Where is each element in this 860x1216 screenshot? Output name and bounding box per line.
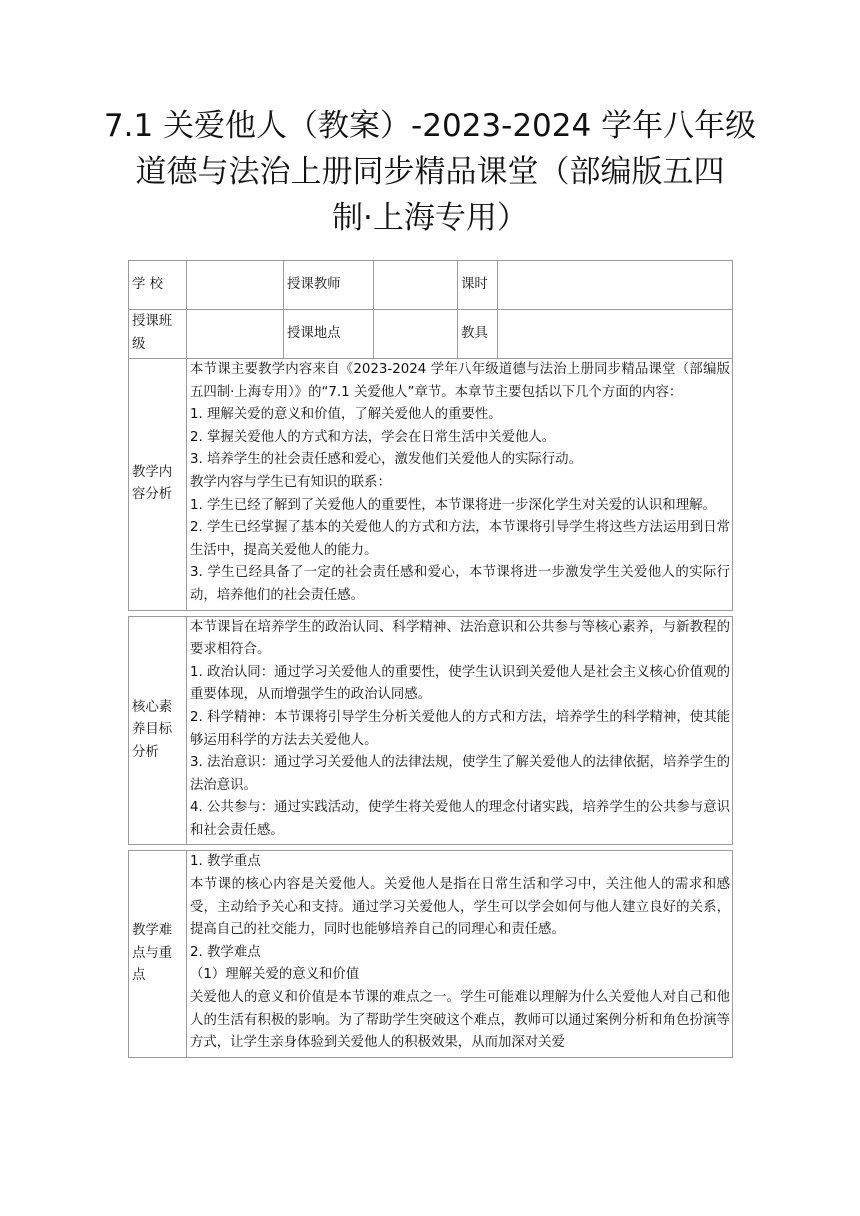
content-analysis-paragraph: 教学内容与学生已有知识的联系：	[190, 474, 391, 490]
teaching-aids-label: 教具	[458, 310, 498, 359]
teacher-label: 授课教师	[284, 261, 374, 310]
content-analysis-paragraph: 3. 学生已经具备了一定的社会责任感和爱心，本节课将进一步激发学生关爱他人的实际行动，培养他们的社会责任感。	[190, 565, 730, 603]
location-label: 授课地点	[284, 310, 374, 359]
location-value	[374, 310, 458, 359]
key-difficult-points-paragraph: 关爱他人的意义和价值是本节课的难点之一。学生可能难以理解为什么关爱他人对自己和他人的生活有积极的影响。为了帮助学生突破这个难点，教师可以通过案例分析和角色扮演等方式，让学生亲身体验到关爱他人的积极效果，从而加深对关爱	[190, 990, 730, 1051]
key-difficult-points-label: 教学难点与重点	[129, 851, 187, 1057]
key-difficult-points-paragraph: （1）理解关爱的意义和价值	[190, 967, 360, 983]
teacher-value	[374, 261, 458, 310]
content-analysis-label: 教学内容分析	[129, 359, 187, 611]
core-literacy-paragraph: 4. 公共参与：通过实践活动，使学生将关爱他人的理念付诸实践，培养学生的公共参与意识和社会责任感。	[190, 800, 730, 838]
key-difficult-points-paragraph: 1. 教学重点	[190, 854, 261, 870]
title-line-2: 道德与法治上册同步精品课堂（部编版五四	[135, 154, 725, 190]
content-analysis-paragraph: 1. 理解关爱的意义和价值，了解关爱他人的重要性。	[190, 407, 502, 423]
core-literacy-paragraph: 本节课旨在培养学生的政治认同、科学精神、法治意识和公共参与等核心素养，与新教程的要求相符合。	[190, 619, 730, 658]
core-literacy-paragraph: 1. 政治认同：通过学习关爱他人的重要性，使学生认识到关爱他人是社会主义核心价值观的重要体现，从而增强学生的政治认同感。	[190, 664, 730, 703]
period-value	[498, 261, 733, 310]
title-line-3: 制·上海专用）	[332, 200, 528, 236]
key-difficult-points-paragraph: 本节课的核心内容是关爱他人。关爱他人是指在日常生活和学习中，关注他人的需求和感受，主动给予关心和支持。通过学习关爱他人，学生可以学会如何与他人建立良好的关系，提高自己的社交能力，同时也能够培养自己的同理心和责任感。	[190, 877, 730, 938]
content-analysis-paragraph: 2. 掌握关爱他人的方式和方法，学会在日常生活中关爱他人。	[190, 429, 556, 445]
section-row-key-difficult-points	[129, 851, 733, 1057]
core-literacy-paragraph: 2. 科学精神：本节课将引导学生分析关爱他人的方式和方法，培养学生的科学精神，使其能够运用科学的方法去关爱他人。	[190, 709, 730, 748]
content-analysis-text	[187, 359, 733, 611]
title-line-1: 7.1 关爱他人（教案）-2023-2024 学年八年级	[103, 108, 757, 144]
class-label: 授课班级	[129, 310, 187, 359]
core-literacy-text	[187, 616, 733, 845]
section-row-core-literacy	[129, 616, 733, 845]
key-difficult-points-paragraph: 2. 教学难点	[190, 944, 261, 960]
core-literacy-label: 核心素养目标分析	[129, 616, 187, 845]
info-row-school	[129, 261, 733, 310]
content-analysis-paragraph: 2. 学生已经掌握了基本的关爱他人的方式和方法，本节课将引导学生将这些方法运用到日常生活中，提高关爱他人的能力。	[190, 520, 730, 558]
content-analysis-paragraph: 3. 培养学生的社会责任感和爱心，激发他们关爱他人的实际行动。	[190, 452, 582, 468]
lesson-plan-table	[128, 260, 733, 1058]
school-value	[187, 261, 284, 310]
document-title	[60, 103, 800, 241]
section-row-content-analysis	[129, 359, 733, 611]
school-label: 学 校	[129, 261, 187, 310]
period-label: 课时	[458, 261, 498, 310]
class-value	[187, 310, 284, 359]
content-analysis-paragraph: 1. 学生已经了解到了关爱他人的重要性，本节课将进一步深化学生对关爱的认识和理解。	[190, 497, 716, 513]
info-row-class	[129, 310, 733, 359]
key-difficult-points-text	[187, 851, 733, 1057]
teaching-aids-value	[498, 310, 733, 359]
core-literacy-paragraph: 3. 法治意识：通过学习关爱他人的法律法规，使学生了解关爱他人的法律依据，培养学生的法治意识。	[190, 755, 730, 793]
content-analysis-paragraph: 本节课主要教学内容来自《2023-2024 学年八年级道德与法治上册同步精品课堂（部编版五四制·上海专用）》的“7.1 关爱他人”章节。本章节主要包括以下几个方面的内容：	[190, 362, 730, 400]
